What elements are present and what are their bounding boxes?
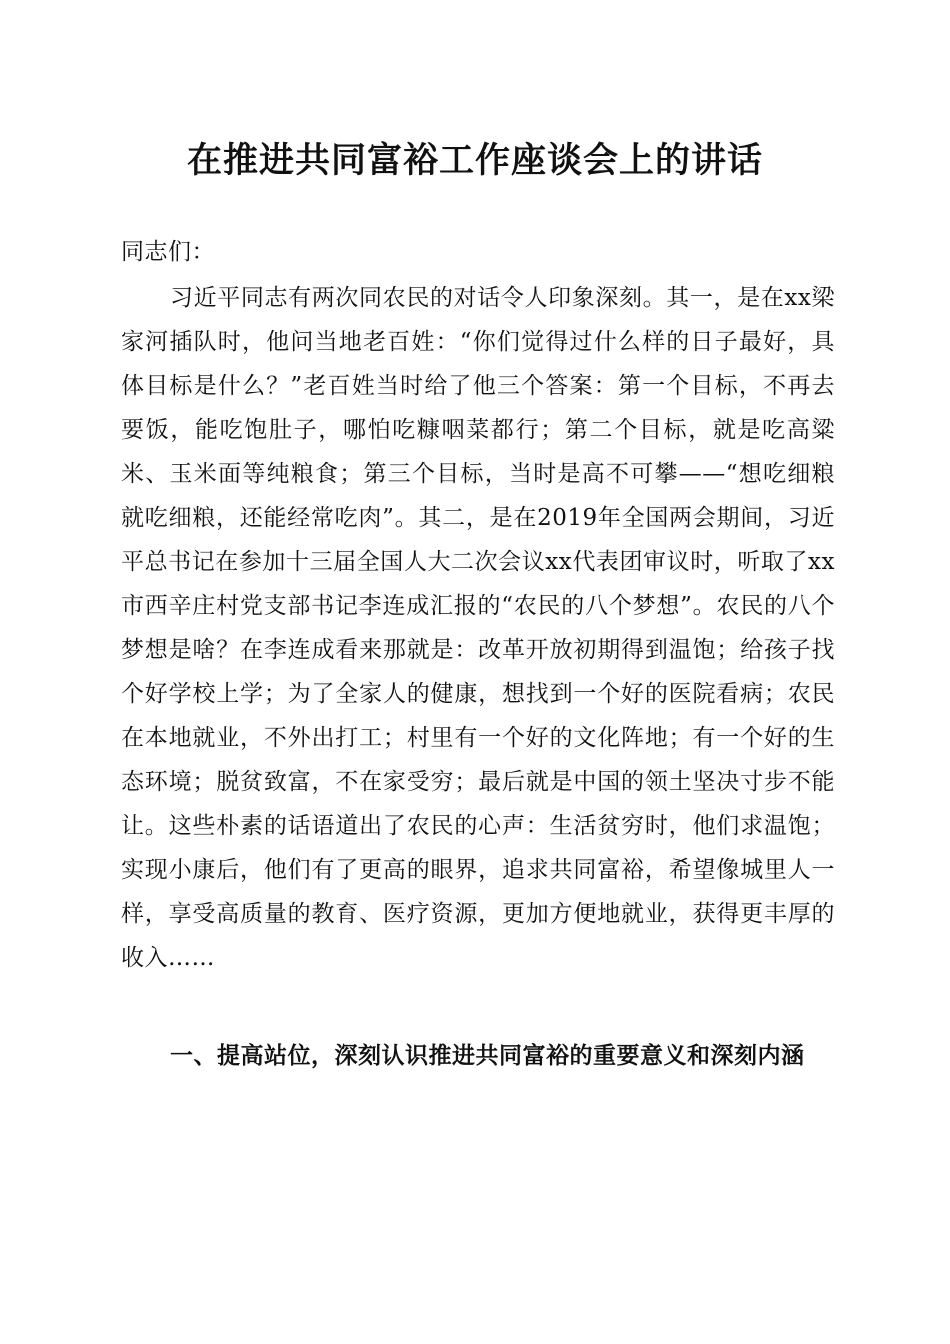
document-title: 在推进共同富裕工作座谈会上的讲话 xyxy=(186,140,763,181)
body-paragraph: 习近平同志有两次同农民的对话令人印象深刻。其一，是在xx梁家河插队时，他问当地老百姓：“你们觉得过什么样的日子最好，具体目标是什么？”老百姓当时给了他三个答案：第一个目标，不再去要饭，能吃饱肚子，哪怕吃糠咽菜都行；第二个目标，就是吃高粱米、玉米面等纯粮食；第三个目标，当时是高不可攀——“想吃细粮就吃细粮，还能经常吃肉”。其二，是在2019年全国两会期间，习近平总书记在参加十三届全国人大二次会议xx代表团审议时，听取了xx市西辛庄村党支部书记李连成汇报的“农民的八个梦想”。农民的八个梦想是啥？在李连成看来那就是：改革开放初期得到温饱；给孩子找个好学校上学；为了全家人的健康，想找到一个好的医院看病；农民在本地就业，不外出打工；村里有一个好的文化阵地；有一个好的生态环境；脱贫致富，不在家受穷；最后就是中国的领土坚决寸步不能让。这些朴素的话语道出了农民的心声：生活贫穷时，他们求温饱；实现小康后，他们有了更高的眼界，追求共同富裕，希望像城里人一样，享受高质量的教育、医疗资源，更加方便地就业，获得更丰厚的收入…… xyxy=(121,285,835,971)
section-heading: 一、提高站位，深刻认识推进共同富裕的重要意义和深刻内涵 xyxy=(170,1043,805,1069)
salutation: 同志们： xyxy=(121,239,215,265)
